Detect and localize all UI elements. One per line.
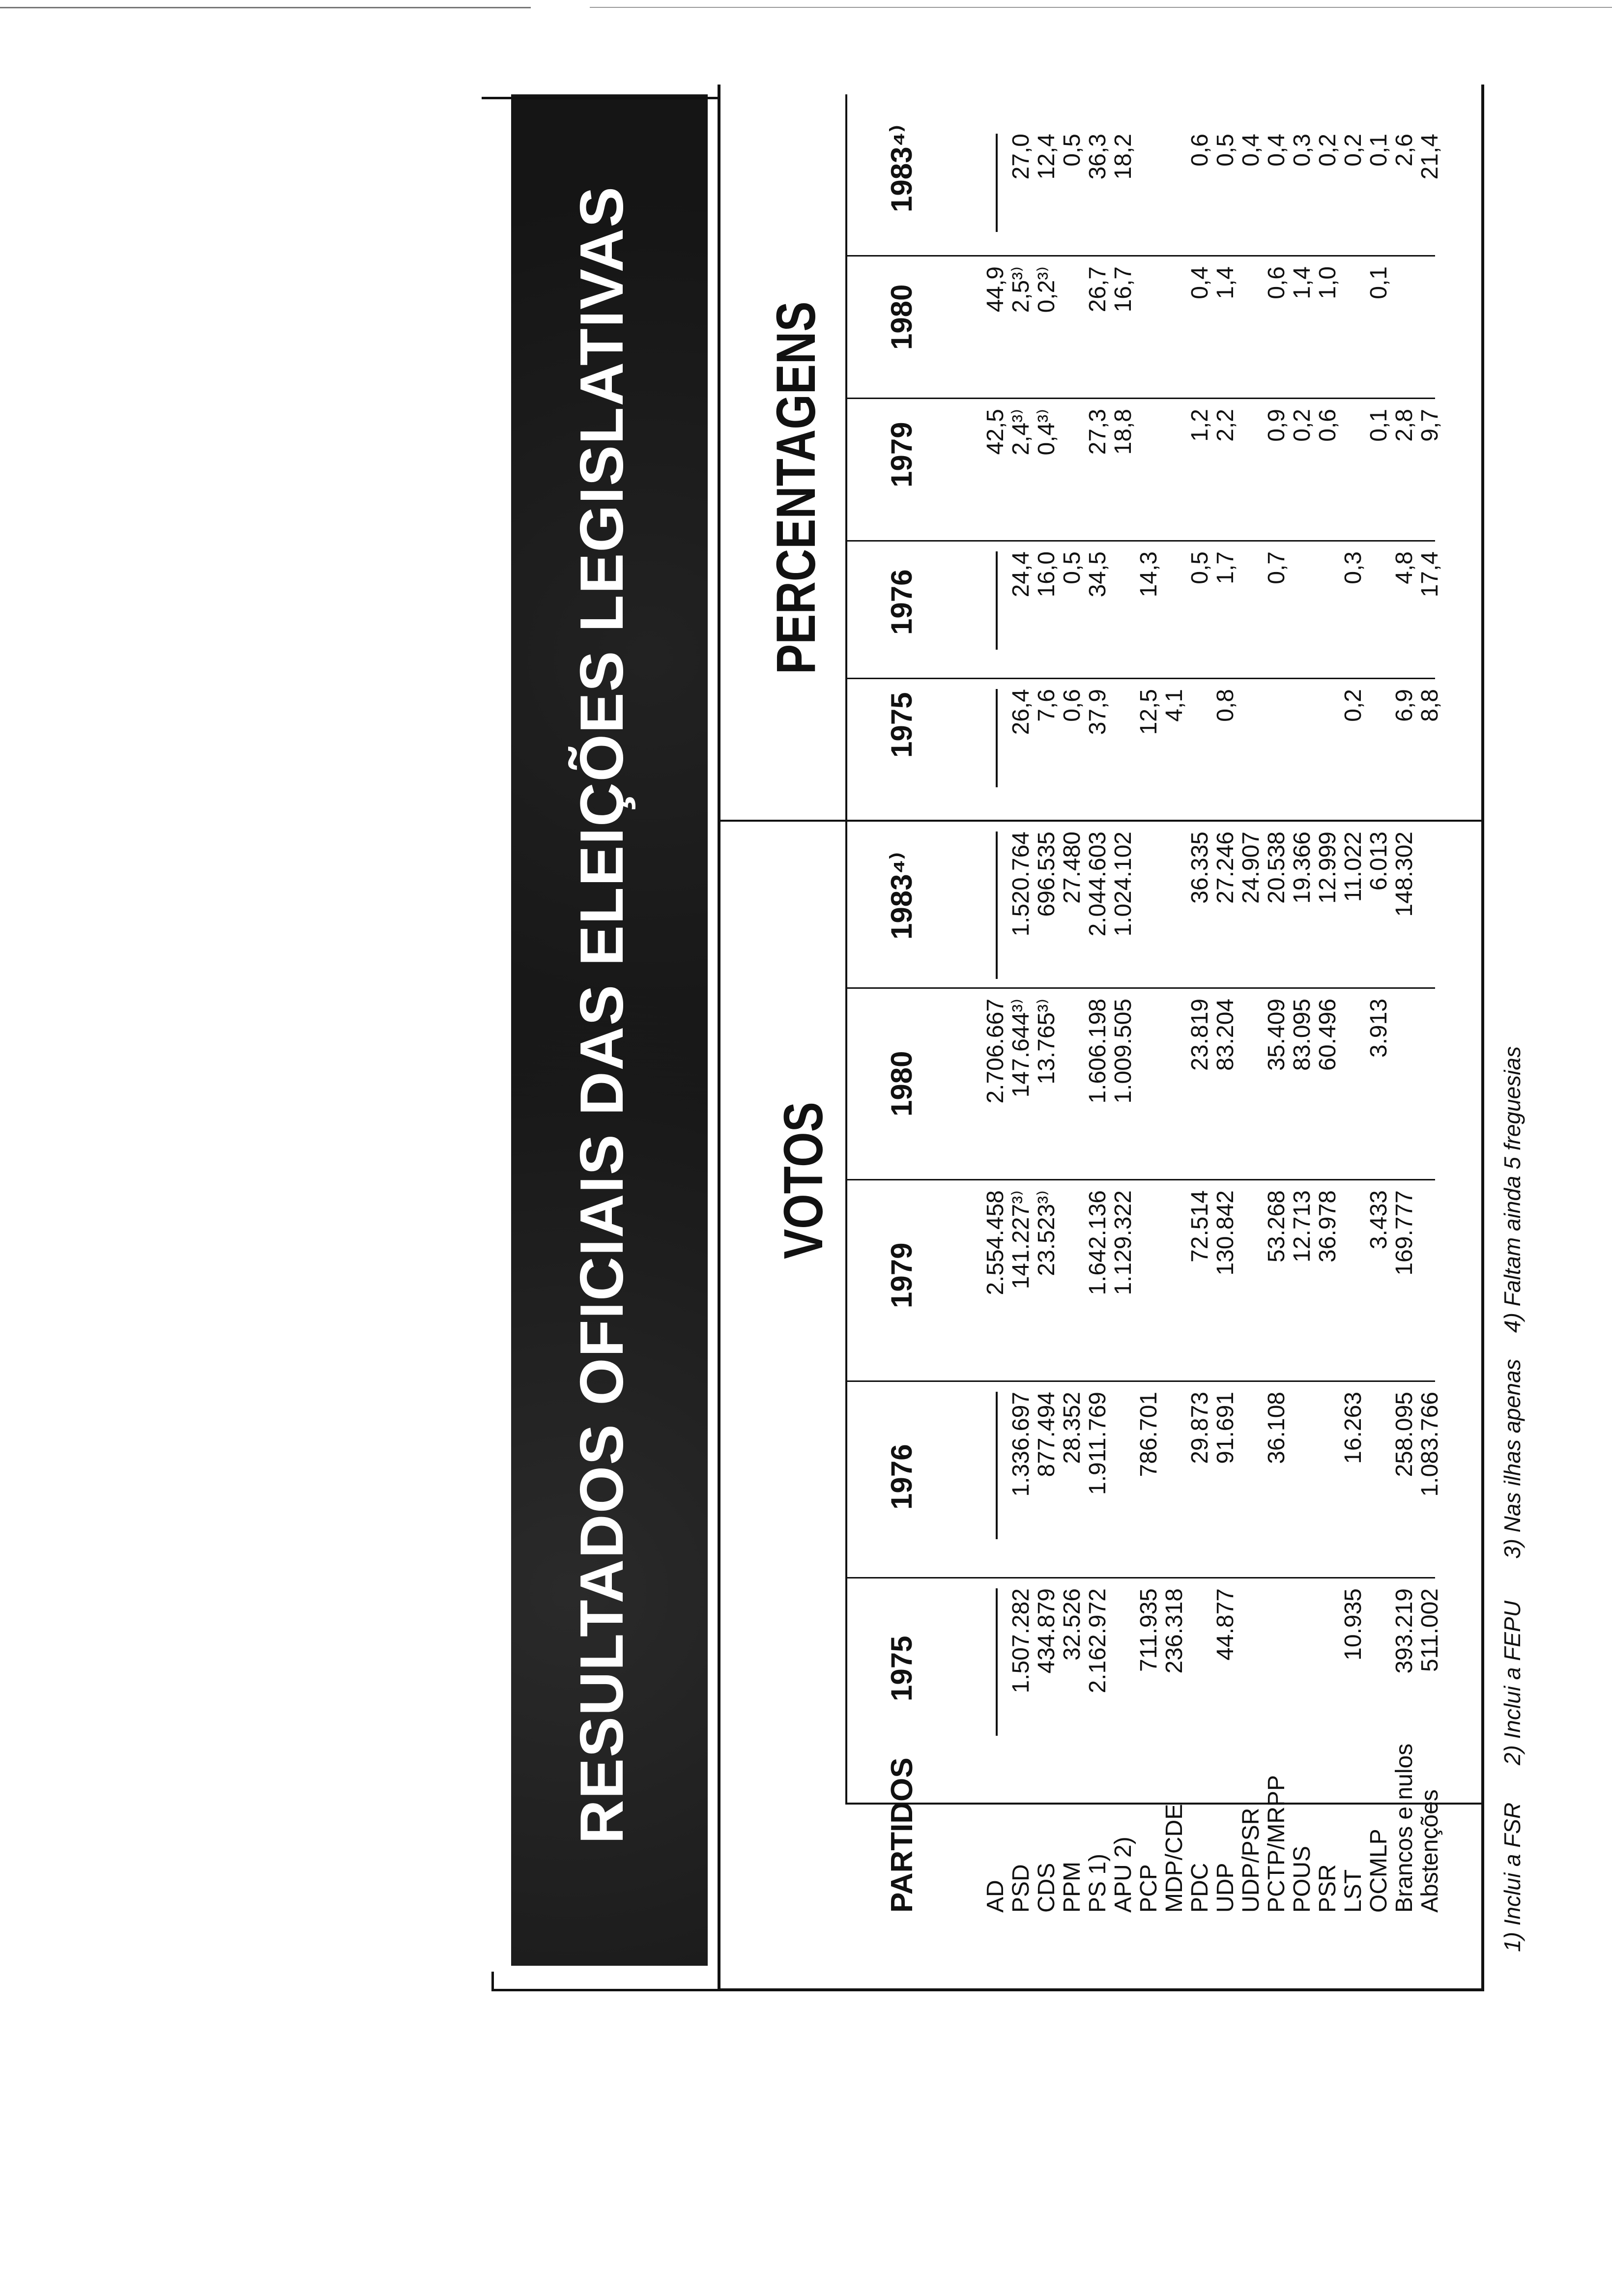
frame-bottom bbox=[1481, 85, 1484, 1991]
col-divider bbox=[845, 1179, 1435, 1180]
percent-cell: 1,2 bbox=[1187, 409, 1213, 442]
vote-cell: 148.302 bbox=[1391, 832, 1417, 917]
party-name: PSD bbox=[1008, 1864, 1034, 1913]
vote-cell: 27.480 bbox=[1059, 832, 1085, 904]
vote-cell: 2.554.458 bbox=[982, 1190, 1008, 1295]
percent-cell: 0,5 bbox=[1187, 551, 1213, 584]
party-name: Abstenções bbox=[1417, 1789, 1443, 1913]
percent-cell: 0,5 bbox=[1212, 134, 1238, 167]
vote-cell: 1.520.764 bbox=[1008, 832, 1034, 937]
col-divider bbox=[845, 540, 1435, 542]
percent-cell: 0,2 bbox=[1340, 134, 1366, 167]
vote-cell: 393.219 bbox=[1391, 1588, 1417, 1674]
percent-section-header: PERCENTAGENS bbox=[765, 301, 827, 674]
vote-cell: 83.204 bbox=[1212, 999, 1238, 1071]
col-divider bbox=[845, 1380, 1435, 1382]
col-divider bbox=[845, 678, 1435, 679]
percent-cell: 2,8 bbox=[1391, 409, 1417, 442]
vote-cell: 72.514 bbox=[1187, 1190, 1213, 1263]
percent-cell: 44,9 bbox=[982, 266, 1008, 313]
party-name: AD bbox=[982, 1880, 1008, 1913]
vote-cell: 236.318 bbox=[1161, 1588, 1187, 1674]
frame-left bbox=[718, 1988, 1484, 1991]
percent-cell: 0,1 bbox=[1366, 409, 1392, 442]
vote-cell: 6.013 bbox=[1366, 832, 1392, 891]
percent-cell: 12,4 bbox=[1034, 134, 1060, 180]
percent-cell: 27,0 bbox=[1008, 134, 1034, 180]
percent-cell: 0,1 bbox=[1366, 266, 1392, 299]
vote-cell: 53.268 bbox=[1264, 1190, 1290, 1263]
vote-cell: 28.352 bbox=[1059, 1392, 1085, 1464]
vote-cell: 2.706.667 bbox=[982, 999, 1008, 1104]
vote-cell: 696.535 bbox=[1034, 832, 1060, 917]
vote-cell: 169.777 bbox=[1391, 1190, 1417, 1276]
percent-cell: 1,7 bbox=[1212, 551, 1238, 584]
percent-cell: 4,1 bbox=[1161, 689, 1187, 722]
percent-cell: 1,4 bbox=[1289, 266, 1315, 299]
percent-cell: 42,5 bbox=[982, 409, 1008, 455]
vote-cell: 511.002 bbox=[1417, 1588, 1443, 1672]
votes-pct-divider bbox=[718, 820, 1484, 822]
vote-cell: 32.526 bbox=[1059, 1588, 1085, 1661]
vote-cell: 27.246 bbox=[1212, 832, 1238, 904]
party-name: MDP/CDE bbox=[1161, 1804, 1187, 1913]
percent-cell: 2,4³⁾ bbox=[1008, 409, 1034, 456]
vote-year-header: 1983⁴⁾ bbox=[885, 852, 918, 940]
party-name: UDP/PSR bbox=[1238, 1808, 1264, 1913]
percent-cell: 0,3 bbox=[1340, 551, 1366, 584]
percent-cell: 0,4 bbox=[1187, 266, 1213, 299]
vote-cell: 1.024.102 bbox=[1110, 832, 1136, 937]
vote-cell: 19.366 bbox=[1289, 832, 1315, 904]
percent-cell: 0,3 bbox=[1289, 134, 1315, 167]
percent-cell: 7,6 bbox=[1034, 689, 1060, 722]
frame-left-top bbox=[491, 1989, 718, 1991]
votes-section-header: VOTOS bbox=[773, 1102, 834, 1259]
percent-cell: 6,9 bbox=[1391, 689, 1417, 722]
vote-cell: 3.433 bbox=[1366, 1190, 1392, 1250]
vote-cell: 1.507.282 bbox=[1008, 1588, 1034, 1693]
vote-year-header: 1975 bbox=[885, 1636, 918, 1701]
percent-cell: 16,0 bbox=[1034, 551, 1060, 598]
percent-cell: 1,4 bbox=[1212, 266, 1238, 299]
percent-cell: 1,0 bbox=[1315, 266, 1341, 299]
party-column-header: PARTIDOS bbox=[885, 1757, 919, 1913]
vote-cell: 1.642.136 bbox=[1085, 1190, 1111, 1295]
percent-cell: 0,4³⁾ bbox=[1034, 409, 1060, 456]
percent-cell: 9,7 bbox=[1417, 409, 1443, 442]
vote-cell: 23.819 bbox=[1187, 999, 1213, 1071]
party-name: CDS bbox=[1034, 1863, 1060, 1913]
vote-cell: 258.095 bbox=[1391, 1392, 1417, 1477]
percent-cell: 26,7 bbox=[1085, 266, 1111, 313]
footnote: 4) Faltam ainda 5 freguesias bbox=[1499, 1046, 1525, 1333]
vote-cell: 83.095 bbox=[1289, 999, 1315, 1071]
frame-top bbox=[718, 85, 720, 1991]
vote-cell: 13.765³⁾ bbox=[1034, 999, 1060, 1085]
footnote: 1) Inclui a FSR bbox=[1499, 1802, 1525, 1952]
percent-cell: 0,8 bbox=[1212, 689, 1238, 722]
percent-cell: 27,3 bbox=[1085, 409, 1111, 455]
header-rule bbox=[845, 94, 847, 1805]
percent-cell: 0,5 bbox=[1059, 551, 1085, 584]
vote-cell: 147.644³⁾ bbox=[1008, 999, 1034, 1098]
vote-cell: 877.494 bbox=[1034, 1392, 1060, 1477]
vote-cell: 36.335 bbox=[1187, 832, 1213, 904]
vote-cell: 29.873 bbox=[1187, 1392, 1213, 1464]
percent-cell: 0,6 bbox=[1059, 689, 1085, 722]
percent-cell: 21,4 bbox=[1417, 134, 1443, 180]
empty-cell-dash bbox=[996, 551, 998, 650]
percent-cell: 0,4 bbox=[1238, 134, 1264, 167]
percent-cell: 0,9 bbox=[1264, 409, 1290, 442]
percent-cell: 0,6 bbox=[1187, 134, 1213, 167]
vote-cell: 1.336.697 bbox=[1008, 1392, 1034, 1497]
percent-cell: 0,6 bbox=[1315, 409, 1341, 442]
pct-year-header: 1980 bbox=[885, 284, 918, 350]
vote-cell: 20.538 bbox=[1264, 832, 1290, 904]
pct-year-header: 1983⁴⁾ bbox=[885, 125, 918, 212]
footnote: 3) Nas ilhas apenas bbox=[1499, 1359, 1525, 1559]
empty-cell-dash bbox=[996, 689, 998, 787]
party-name: PDC bbox=[1187, 1863, 1213, 1913]
page-title: RESULTADOS OFICIAIS DAS ELEIÇÕES LEGISLATIVAS bbox=[568, 186, 636, 1844]
percent-cell: 26,4 bbox=[1008, 689, 1034, 735]
vote-cell: 36.108 bbox=[1264, 1392, 1290, 1464]
percent-cell: 24,4 bbox=[1008, 551, 1034, 598]
vote-cell: 91.691 bbox=[1212, 1392, 1238, 1464]
party-name: Brancos e nulos bbox=[1391, 1743, 1417, 1913]
pct-year-header: 1979 bbox=[885, 422, 918, 488]
vote-cell: 36.978 bbox=[1315, 1190, 1341, 1263]
percent-cell: 0,2 bbox=[1340, 689, 1366, 722]
party-name: PSR bbox=[1315, 1864, 1341, 1913]
percent-cell: 8,8 bbox=[1417, 689, 1443, 722]
percent-cell: 4,8 bbox=[1391, 551, 1417, 584]
percent-cell: 14,3 bbox=[1136, 551, 1162, 598]
frame-top-line bbox=[491, 1972, 494, 1991]
party-name: LST bbox=[1340, 1869, 1366, 1913]
party-name: PS 1) bbox=[1085, 1853, 1111, 1913]
party-name: PPM bbox=[1059, 1861, 1085, 1913]
frame-right-top bbox=[482, 97, 718, 99]
party-name: APU 2) bbox=[1110, 1837, 1136, 1913]
percent-cell: 2,2 bbox=[1212, 409, 1238, 442]
percent-cell: 34,5 bbox=[1085, 551, 1111, 598]
percent-cell: 0,7 bbox=[1264, 551, 1290, 584]
party-name: OCMLP bbox=[1366, 1829, 1392, 1913]
vote-cell: 2.162.972 bbox=[1085, 1588, 1111, 1693]
vote-cell: 141.227³⁾ bbox=[1008, 1190, 1034, 1290]
vote-cell: 11.022 bbox=[1340, 832, 1366, 902]
vote-cell: 1.129.322 bbox=[1110, 1190, 1136, 1295]
vote-cell: 1.911.769 bbox=[1085, 1392, 1111, 1495]
col-divider bbox=[845, 987, 1435, 989]
col-divider bbox=[845, 255, 1435, 257]
footnote: 2) Inclui a FEPU bbox=[1499, 1601, 1525, 1765]
vote-cell: 10.935 bbox=[1340, 1588, 1366, 1661]
vote-cell: 786.701 bbox=[1136, 1392, 1162, 1477]
vote-cell: 1.009.505 bbox=[1110, 999, 1136, 1104]
percent-cell: 0,2 bbox=[1315, 134, 1341, 167]
percent-cell: 0,6 bbox=[1264, 266, 1290, 299]
percent-cell: 0,2³⁾ bbox=[1034, 266, 1060, 313]
vote-cell: 60.496 bbox=[1315, 999, 1341, 1071]
vote-cell: 434.879 bbox=[1034, 1588, 1060, 1674]
percent-cell: 2,5³⁾ bbox=[1008, 266, 1034, 313]
percent-cell: 18,8 bbox=[1110, 409, 1136, 455]
percent-cell: 0,4 bbox=[1264, 134, 1290, 167]
vote-cell: 1.606.198 bbox=[1085, 999, 1111, 1104]
vote-year-header: 1976 bbox=[885, 1444, 918, 1510]
vote-cell: 12.999 bbox=[1315, 832, 1341, 904]
vote-year-header: 1980 bbox=[885, 1051, 918, 1117]
percent-cell: 16,7 bbox=[1110, 266, 1136, 313]
empty-cell-dash bbox=[996, 1588, 998, 1736]
percent-cell: 36,3 bbox=[1085, 134, 1111, 180]
empty-cell-dash bbox=[996, 134, 998, 232]
party-name: POUS bbox=[1289, 1845, 1315, 1913]
vote-year-header: 1979 bbox=[885, 1242, 918, 1308]
vote-cell: 24.907 bbox=[1238, 832, 1264, 904]
percent-cell: 0,2 bbox=[1289, 409, 1315, 442]
vote-cell: 35.409 bbox=[1264, 999, 1290, 1071]
percent-cell: 37,9 bbox=[1085, 689, 1111, 735]
col-divider bbox=[845, 1577, 1435, 1578]
vote-cell: 2.044.603 bbox=[1085, 832, 1111, 937]
percent-cell: 0,5 bbox=[1059, 134, 1085, 167]
percent-cell: 17,4 bbox=[1417, 551, 1443, 598]
pct-year-header: 1975 bbox=[885, 692, 918, 758]
vote-cell: 130.842 bbox=[1212, 1190, 1238, 1276]
percent-cell: 12,5 bbox=[1136, 689, 1162, 735]
vote-cell: 12.713 bbox=[1289, 1190, 1315, 1263]
vote-cell: 23.523³⁾ bbox=[1034, 1190, 1060, 1276]
col-divider bbox=[845, 398, 1435, 399]
empty-cell-dash bbox=[996, 1392, 998, 1539]
vote-cell: 3.913 bbox=[1366, 999, 1392, 1058]
percent-cell: 0,1 bbox=[1366, 134, 1392, 167]
vote-cell: 711.935 bbox=[1136, 1588, 1162, 1672]
percent-cell: 2,6 bbox=[1391, 134, 1417, 167]
party-name: UDP bbox=[1212, 1863, 1238, 1913]
empty-cell-dash bbox=[996, 832, 998, 979]
vote-cell: 44.877 bbox=[1212, 1588, 1238, 1661]
party-name: PCTP/MRPP bbox=[1264, 1775, 1290, 1913]
pct-year-header: 1976 bbox=[885, 569, 918, 635]
percent-cell: 18,2 bbox=[1110, 134, 1136, 180]
vote-cell: 16.263 bbox=[1340, 1392, 1366, 1464]
vote-cell: 1.083.766 bbox=[1417, 1392, 1443, 1497]
party-name: PCP bbox=[1136, 1864, 1162, 1913]
